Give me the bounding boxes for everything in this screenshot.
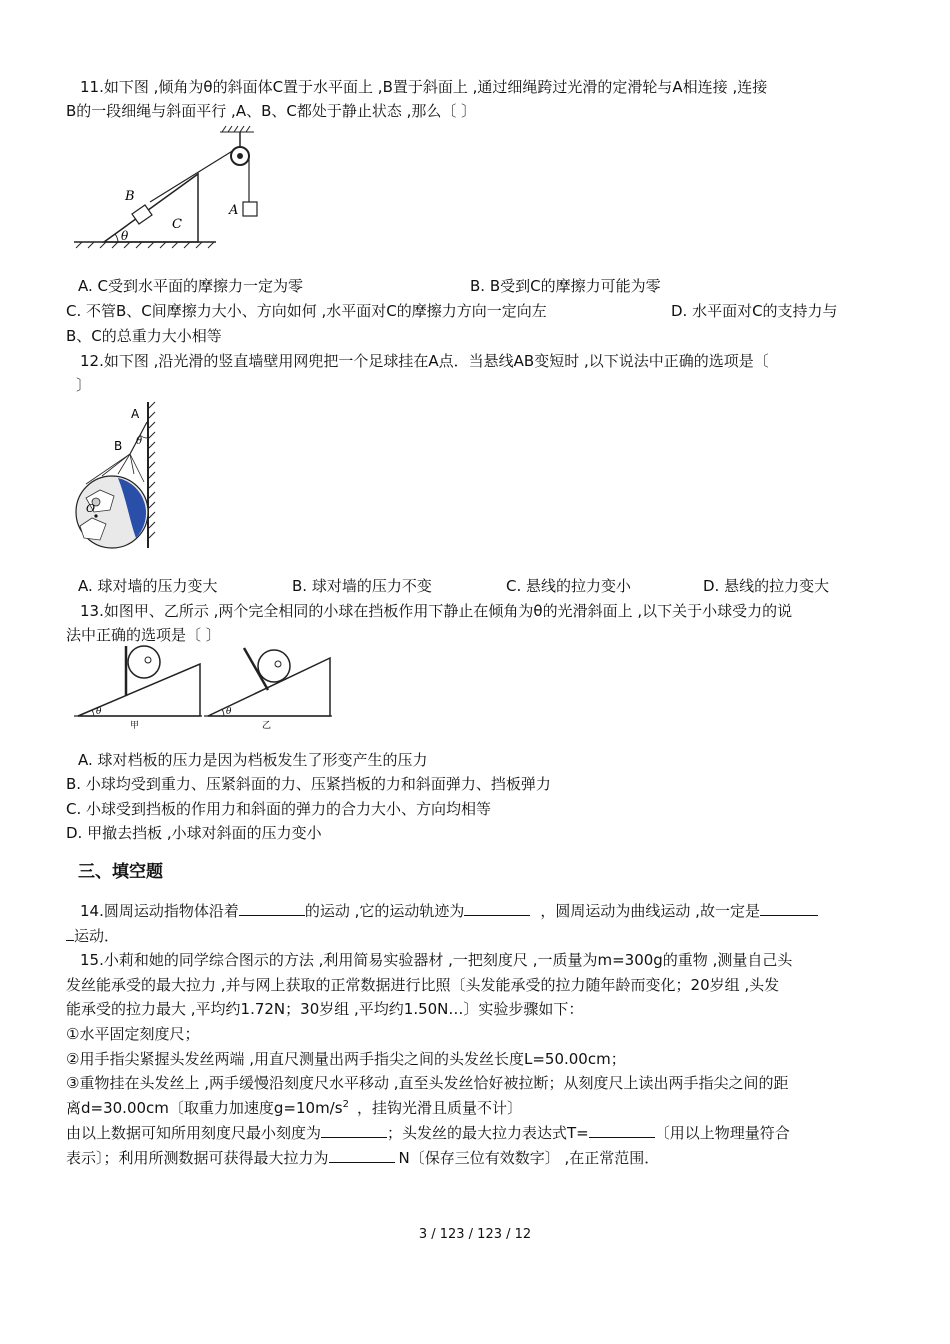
q15-question-text-a: 由以上数据可知所用刻度尺最小刻度为	[66, 1124, 322, 1142]
q14-text-4: 运动．	[74, 927, 120, 945]
q14-text-3: ，圆周运动为曲线运动 ,故一定是	[540, 902, 760, 920]
q12-label-a: A	[131, 407, 140, 421]
q13-stem-line1: 13.如图甲、乙所示 ,两个完全相同的小球在挡板作用下静止在倾角为θ的光滑斜面上 ,以下关于小球受力的说	[80, 602, 793, 620]
q15-blank-tension-expression[interactable]	[589, 1121, 655, 1138]
q14-stem-cont	[66, 924, 119, 947]
q15-blank-max-tension[interactable]	[329, 1146, 395, 1163]
q11-label-b: B	[125, 189, 135, 204]
ball-yi	[258, 650, 290, 682]
q15-step-2: ②用手指尖紧握头发丝两端 ,用直尺测量出两手指尖之间的头发丝长度L=50.00cm；	[66, 1050, 626, 1068]
q11-stem-line2: B的一段细绳与斜面平行 ,A、B、C都处于静止状态 ,那么〔 〕	[66, 102, 477, 120]
q15-question-line1	[66, 1121, 790, 1144]
q15-question-text-d: 表示〕；利用所测数据可获得最大拉力为	[66, 1149, 329, 1167]
q13-figure-yi	[204, 646, 334, 732]
q15-step-3-cont	[66, 1097, 522, 1119]
q14-blank-3-cont[interactable]	[66, 924, 74, 941]
q12-stem-line2: 〕	[76, 376, 92, 394]
incline-c	[104, 174, 198, 242]
block-a	[243, 202, 257, 216]
q15-stem-line1: 15.小莉和她的同学综合图示的方法 ,利用简易实验器材 ,一把刻度尺 ,一质量为m=300g的重物 ,测量自己头	[80, 951, 793, 969]
q14-blank-1[interactable]	[239, 899, 305, 916]
q15-superscript-2: 2	[342, 1099, 349, 1110]
q13-figure-jia	[74, 646, 204, 732]
q12-option-b: B. 球对墙的压力不变	[292, 577, 432, 595]
q11-option-d: D. 水平面对C的支持力与	[671, 302, 838, 320]
q12-option-a: A. 球对墙的压力变大	[78, 577, 218, 595]
q13-option-c: C. 小球受到挡板的作用力和斜面的弹力的合力大小、方向均相等	[66, 800, 492, 818]
q11-label-c: C	[172, 217, 182, 232]
q14-text-1: 14.圆周运动指物体沿着	[80, 902, 239, 920]
q15-blank-min-scale[interactable]	[321, 1121, 387, 1138]
page-number: 3 / 123 / 123 / 12	[418, 1227, 532, 1242]
q15-stem-line2: 发丝能承受的最大拉力 ,并与网上获取的正常数据进行比照〔头发能承受的拉力随年龄而变化；20岁组 ,头发	[66, 976, 780, 994]
q11-option-a: A. C受到水平面的摩擦力一定为零	[78, 277, 304, 295]
q15-step-3-text-b: ，挂钩光滑且质量不计〕	[356, 1099, 522, 1117]
ball-jia	[128, 646, 160, 678]
q15-step-3-text-a: 离d=30.00cm〔取重力加速度g=10m/s	[66, 1099, 343, 1117]
q12-option-d: D. 悬线的拉力变大	[703, 577, 830, 595]
q15-question-text-e: N〔保存三位有效数字〕 ,在正常范围．	[398, 1149, 660, 1167]
q12-figure	[66, 398, 166, 550]
q12-label-o: O	[86, 502, 96, 515]
q11-option-b: B. B受到C的摩擦力可能为零	[470, 277, 661, 295]
q12-stem-line1: 12.如下图 ,沿光滑的竖直墙壁用网兜把一个足球挂在A点．当悬线AB变短时 ,以下说法中正确的选项是〔	[80, 352, 769, 370]
q13-label-jia: 甲	[130, 721, 140, 731]
q14-text-2: 的运动 ,它的运动轨迹为	[304, 902, 465, 920]
q14-blank-2[interactable]	[464, 899, 530, 916]
q13-option-d: D. 甲撤去挡板 ,小球对斜面的压力变小	[66, 824, 322, 842]
q13-stem-line2: 法中正确的选项是〔 〕	[66, 626, 221, 644]
q12-label-b: B	[114, 439, 123, 453]
q11-option-d-cont: B、C的总重力大小相等	[66, 327, 222, 345]
ceiling-hatch	[220, 126, 254, 132]
q11-label-theta: θ	[121, 229, 129, 243]
q14-blank-3[interactable]	[760, 899, 818, 916]
q13-yi-theta: θ	[226, 707, 232, 717]
q11-stem-line1: 11.如下图 ,倾角为θ的斜面体C置于水平面上 ,B置于斜面上 ,通过细绳跨过光滑的定滑轮与A相连接 ,连接	[80, 78, 768, 96]
q15-question-line2	[66, 1146, 659, 1169]
q14-stem	[80, 899, 818, 922]
q13-label-yi: 乙	[262, 721, 272, 731]
section-heading-fill-in: 三、填空题	[78, 862, 163, 882]
q12-option-c: C. 悬线的拉力变小	[506, 577, 632, 595]
q13-jia-theta: θ	[96, 707, 102, 717]
q15-step-3: ③重物挂在头发丝上 ,两手缓慢沿刻度尺水平移动 ,直至头发丝恰好被拉断；从刻度尺上读出两手指尖之间的距	[66, 1074, 789, 1092]
q12-label-theta: θ	[136, 436, 143, 447]
q11-label-a: A	[229, 203, 239, 218]
q11-option-c: C. 不管B、C间摩擦力大小、方向如何 ,水平面对C的摩擦力方向一定向左	[66, 302, 547, 320]
q15-stem-line3: 能承受的拉力最大 ,平均约1.72N；30岁组 ,平均约1.50N…〕实验步骤如下：	[66, 1000, 584, 1018]
q13-option-a: A. 球对档板的压力是因为档板发生了形变产生的压力	[78, 751, 428, 769]
q15-question-text-c: 〔用以上物理量符合	[654, 1124, 790, 1142]
q11-figure	[66, 124, 286, 260]
q15-step-1: ①水平固定刻度尺；	[66, 1025, 200, 1043]
q13-option-b: B. 小球均受到重力、压紧斜面的力、压紧挡板的力和斜面弹力、挡板弹力	[66, 775, 551, 793]
q15-question-text-b: ；头发丝的最大拉力表达式T=	[387, 1124, 589, 1142]
